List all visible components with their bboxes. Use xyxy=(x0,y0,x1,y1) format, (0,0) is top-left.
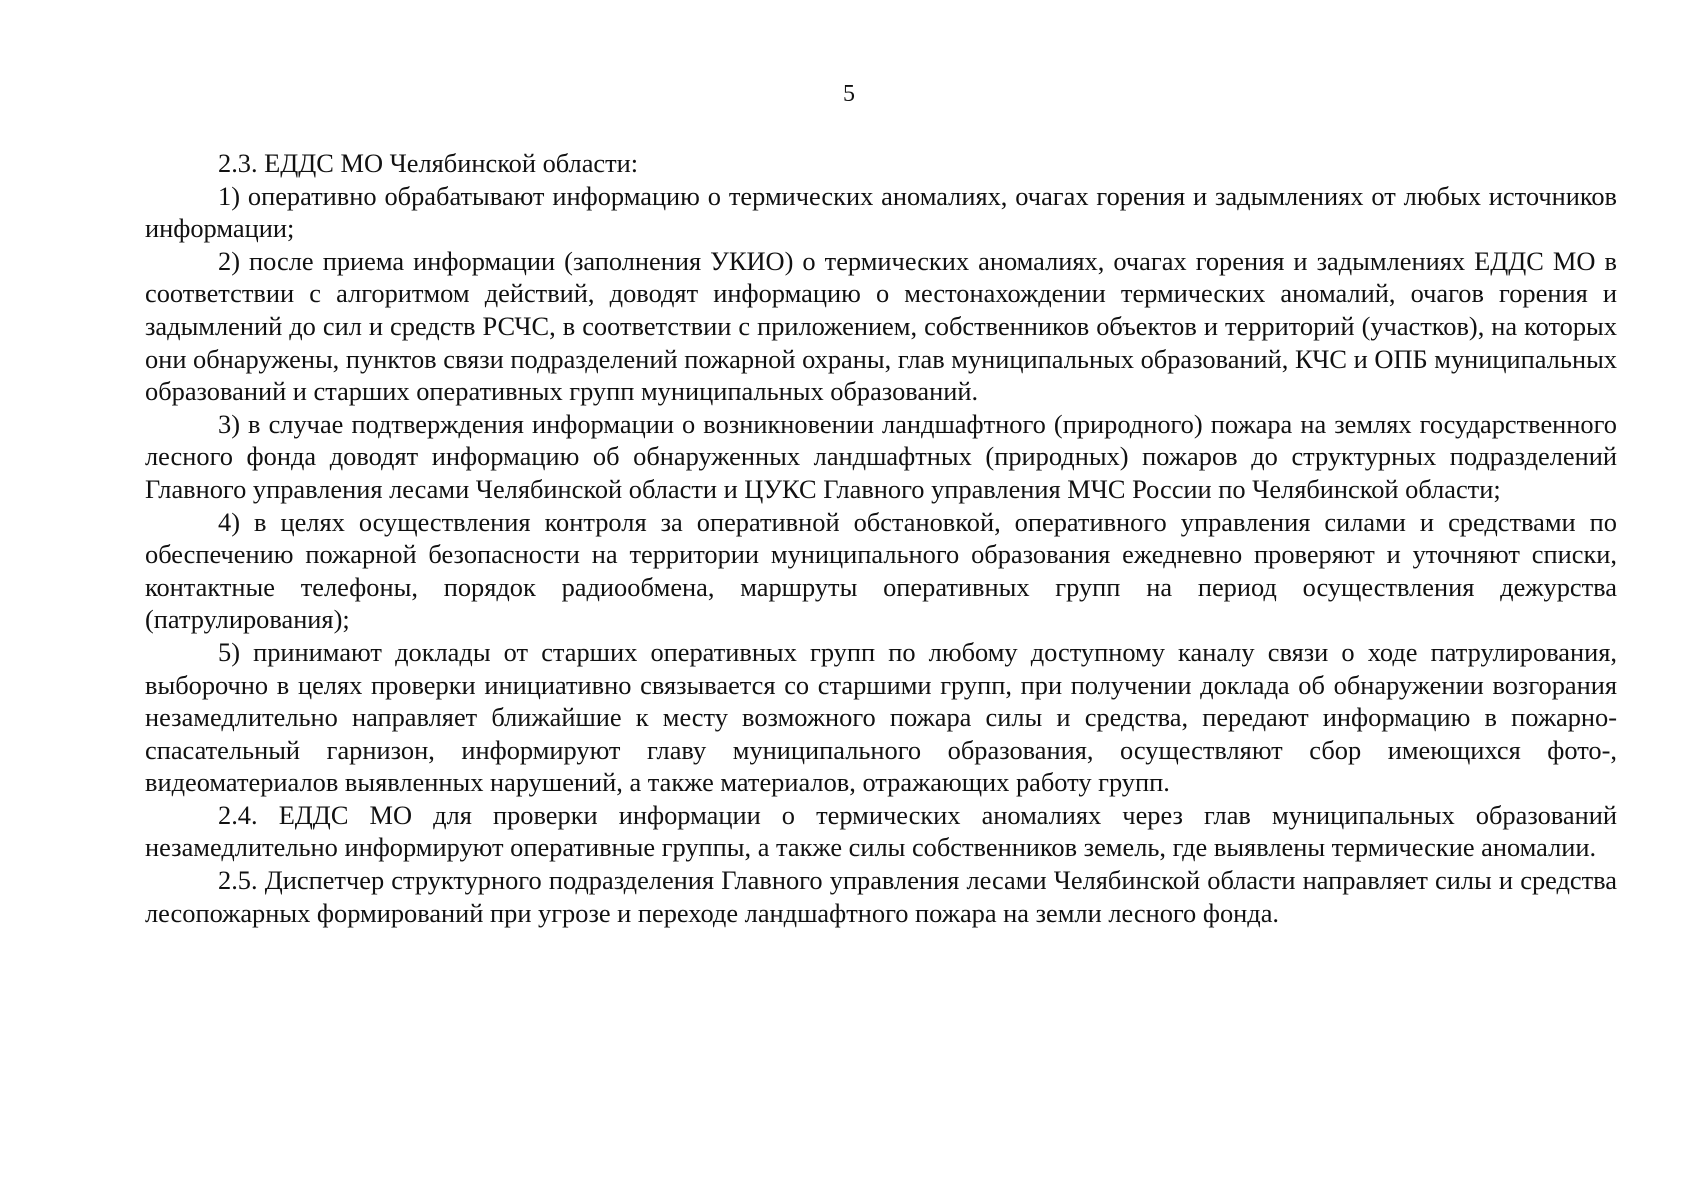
document-body xyxy=(145,147,1617,929)
paragraph-item-1: 1) оперативно обрабатывают информацию о термических аномалиях, очагах горения и задымлениях от любых источников информации; xyxy=(145,180,1617,244)
paragraph-item-5: 5) принимают доклады от старших оперативных групп по любому доступному каналу связи о ходе патрулирования, выборочно в целях проверки инициативно связывается со старшими групп, при получении доклада об обнаружении возгорания незамедлительно направляет ближайшие к месту возможного пожара силы и средства, передают информацию в пожарно-спасательный гарнизон, информируют главу муниципального образования, осуществляют сбор имеющихся фото-, видеоматериалов выявленных нарушений, а также материалов, отражающих работу групп. xyxy=(145,636,1617,798)
page-number: 5 xyxy=(843,81,855,107)
paragraph-item-4: 4) в целях осуществления контроля за оперативной обстановкой, оперативного управления силами и средствами по обеспечению пожарной безопасности на территории муниципального образования ежедневно проверяют и уточняют списки, контактные телефоны, порядок радиообмена, маршруты оперативных групп на период осуществления дежурства (патрулирования); xyxy=(145,506,1617,635)
paragraph-2-4: 2.4. ЕДДС МО для проверки информации о термических аномалиях через глав муниципальных образований незамедлительно информируют оперативные группы, а также силы собственников земель, где выявлены термические аномалии. xyxy=(145,799,1617,863)
section-heading-2-3: 2.3. ЕДДС МО Челябинской области: xyxy=(218,148,639,178)
paragraph-2-5: 2.5. Диспетчер структурного подразделения Главного управления лесами Челябинской области направляет силы и средства лесопожарных формирований при угрозе и переходе ландшафтного пожара на земли лесного фонда. xyxy=(145,865,1617,928)
paragraph-item-3: 3) в случае подтверждения информации о возникновении ландшафтного (природного) пожара на землях государственного лесного фонда доводят информацию об обнаруженных ландшафтных (природных) пожаров до структурных подразделений Главного управления лесами Челябинской области и ЦУКС Главного управления МЧС России по Челябинской области; xyxy=(145,408,1617,504)
paragraph-item-2: 2) после приема информации (заполнения УКИО) о термических аномалиях, очагах горения и задымлениях ЕДДС МО в соответствии с алгоритмом действий, доводят информацию о местонахождении термических аномалий, очагов горения и задымлений до сил и средств РСЧС, в соответствии с приложением, собственников объектов и территорий (участков), на которых они обнаружены, пунктов связи подразделений пожарной охраны, глав муниципальных образований, КЧС и ОПБ муниципальных образований и старших оперативных групп муниципальных образований. xyxy=(145,245,1617,407)
